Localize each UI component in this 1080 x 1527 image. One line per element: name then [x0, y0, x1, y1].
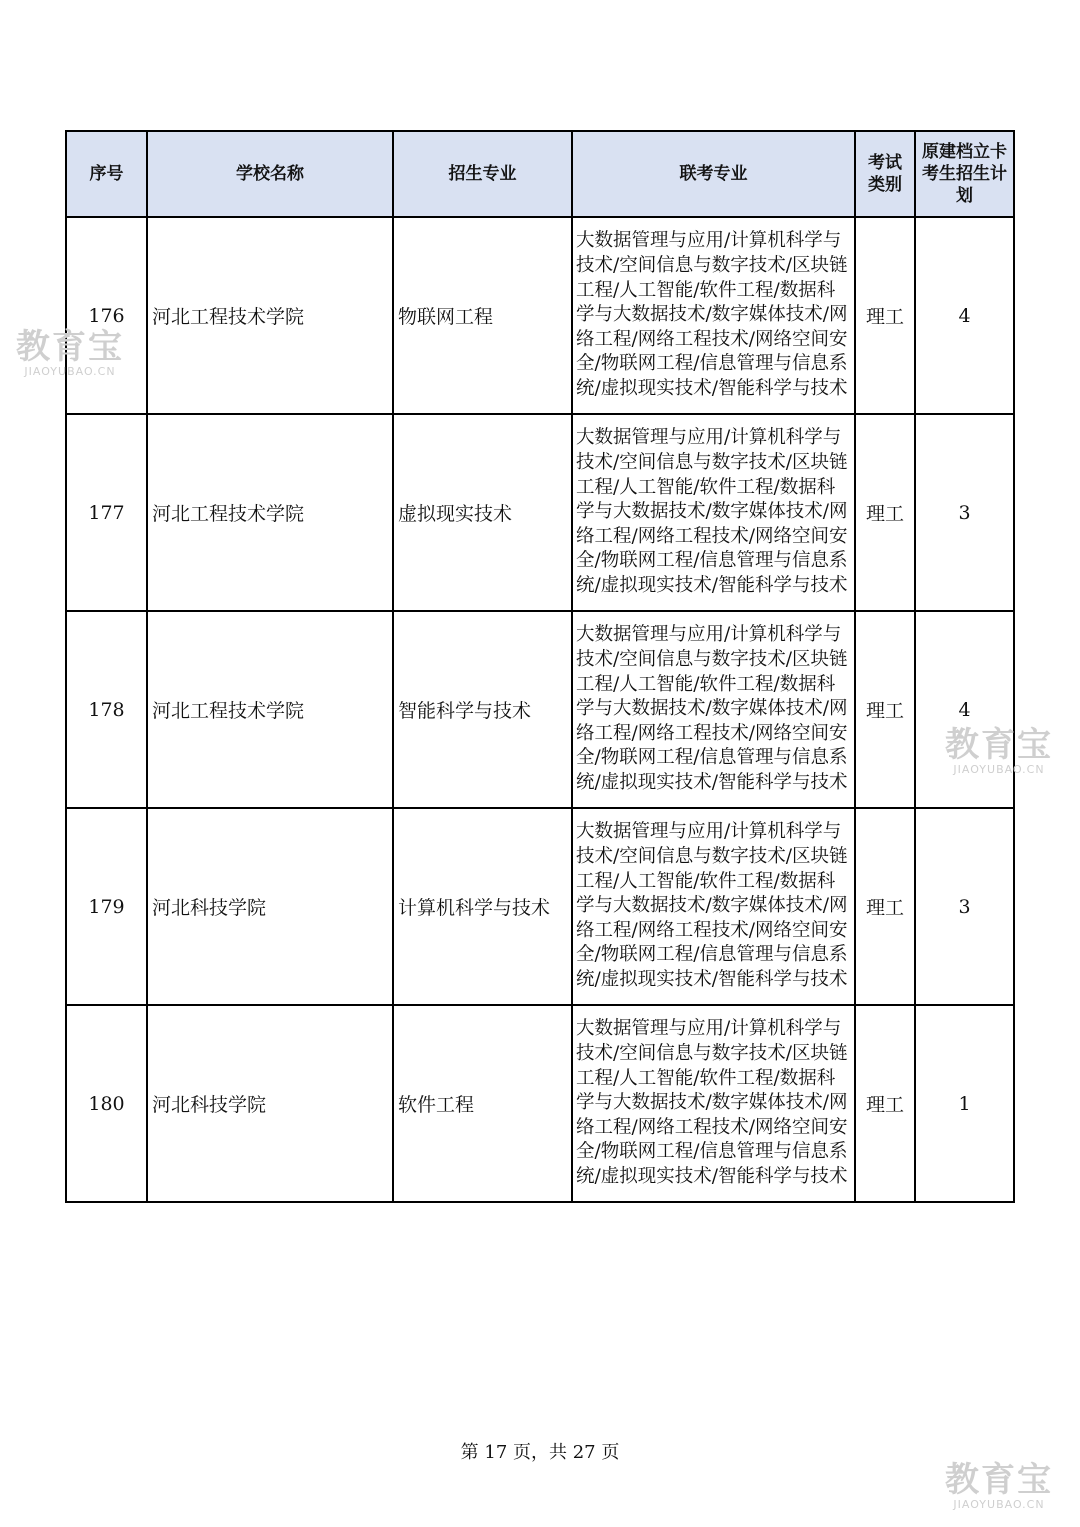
cell-joint: 大数据管理与应用/计算机科学与技术/空间信息与数字技术/区块链工程/人工智能/软件工程/数据科学与大数据技术/数字媒体技术/网络工程/网络工程技术/网络空间安全/物联网工程/信息管理与信息系统/虚拟现实技术/智能科学与技术	[572, 217, 855, 414]
cell-joint: 大数据管理与应用/计算机科学与技术/空间信息与数字技术/区块链工程/人工智能/软件工程/数据科学与大数据技术/数字媒体技术/网络工程/网络工程技术/网络空间安全/物联网工程/信息管理与信息系统/虚拟现实技术/智能科学与技术	[572, 1005, 855, 1202]
table-header-row	[66, 131, 1014, 217]
cell-school: 河北工程技术学院	[147, 414, 393, 611]
cell-major: 物联网工程	[393, 217, 572, 414]
watermark-brand: 教育宝	[945, 1460, 1053, 1500]
cell-plan: 3	[915, 808, 1014, 1005]
cell-plan: 3	[915, 414, 1014, 611]
header-school: 学校名称	[147, 131, 393, 217]
cell-type: 理工	[855, 1005, 915, 1202]
cell-no: 180	[66, 1005, 147, 1202]
watermark-domain: JIAOYUBAO.CN	[24, 365, 116, 378]
page-number-footer: 第 17 页，共 27 页	[460, 1442, 620, 1463]
table-row	[66, 217, 1014, 414]
cell-school: 河北工程技术学院	[147, 611, 393, 808]
cell-type: 理工	[855, 808, 915, 1005]
cell-major: 软件工程	[393, 1005, 572, 1202]
cell-type: 理工	[855, 217, 915, 414]
watermark-domain: JIAOYUBAO.CN	[953, 763, 1045, 776]
cell-type: 理工	[855, 611, 915, 808]
table-row	[66, 414, 1014, 611]
header-plan: 原建档立卡考生招生计划	[915, 131, 1014, 217]
cell-no: 178	[66, 611, 147, 808]
cell-plan: 4	[915, 217, 1014, 414]
cell-no: 176	[66, 217, 147, 414]
cell-no: 179	[66, 808, 147, 1005]
watermark-brand: 教育宝	[945, 725, 1053, 765]
cell-major: 智能科学与技术	[393, 611, 572, 808]
cell-type: 理工	[855, 414, 915, 611]
watermark-domain: JIAOYUBAO.CN	[953, 1498, 1045, 1511]
enrollment-table-container	[65, 130, 1013, 1203]
cell-plan: 1	[915, 1005, 1014, 1202]
cell-plan: 4	[915, 611, 1014, 808]
enrollment-table	[65, 130, 1015, 1203]
table-row	[66, 808, 1014, 1005]
watermark-bottom	[945, 1460, 1053, 1511]
header-major: 招生专业	[393, 131, 572, 217]
cell-joint: 大数据管理与应用/计算机科学与技术/空间信息与数字技术/区块链工程/人工智能/软件工程/数据科学与大数据技术/数字媒体技术/网络工程/网络工程技术/网络空间安全/物联网工程/信息管理与信息系统/虚拟现实技术/智能科学与技术	[572, 611, 855, 808]
watermark-brand: 教育宝	[16, 327, 124, 367]
cell-joint: 大数据管理与应用/计算机科学与技术/空间信息与数字技术/区块链工程/人工智能/软件工程/数据科学与大数据技术/数字媒体技术/网络工程/网络工程技术/网络空间安全/物联网工程/信息管理与信息系统/虚拟现实技术/智能科学与技术	[572, 414, 855, 611]
header-type: 考试类别	[855, 131, 915, 217]
cell-major: 计算机科学与技术	[393, 808, 572, 1005]
cell-school: 河北工程技术学院	[147, 217, 393, 414]
header-no: 序号	[66, 131, 147, 217]
cell-major: 虚拟现实技术	[393, 414, 572, 611]
cell-no: 177	[66, 414, 147, 611]
cell-joint: 大数据管理与应用/计算机科学与技术/空间信息与数字技术/区块链工程/人工智能/软件工程/数据科学与大数据技术/数字媒体技术/网络工程/网络工程技术/网络空间安全/物联网工程/信息管理与信息系统/虚拟现实技术/智能科学与技术	[572, 808, 855, 1005]
cell-school: 河北科技学院	[147, 808, 393, 1005]
table-row	[66, 611, 1014, 808]
table-row	[66, 1005, 1014, 1202]
header-joint: 联考专业	[572, 131, 855, 217]
cell-school: 河北科技学院	[147, 1005, 393, 1202]
watermark-right	[945, 725, 1053, 776]
watermark-left	[16, 327, 124, 378]
